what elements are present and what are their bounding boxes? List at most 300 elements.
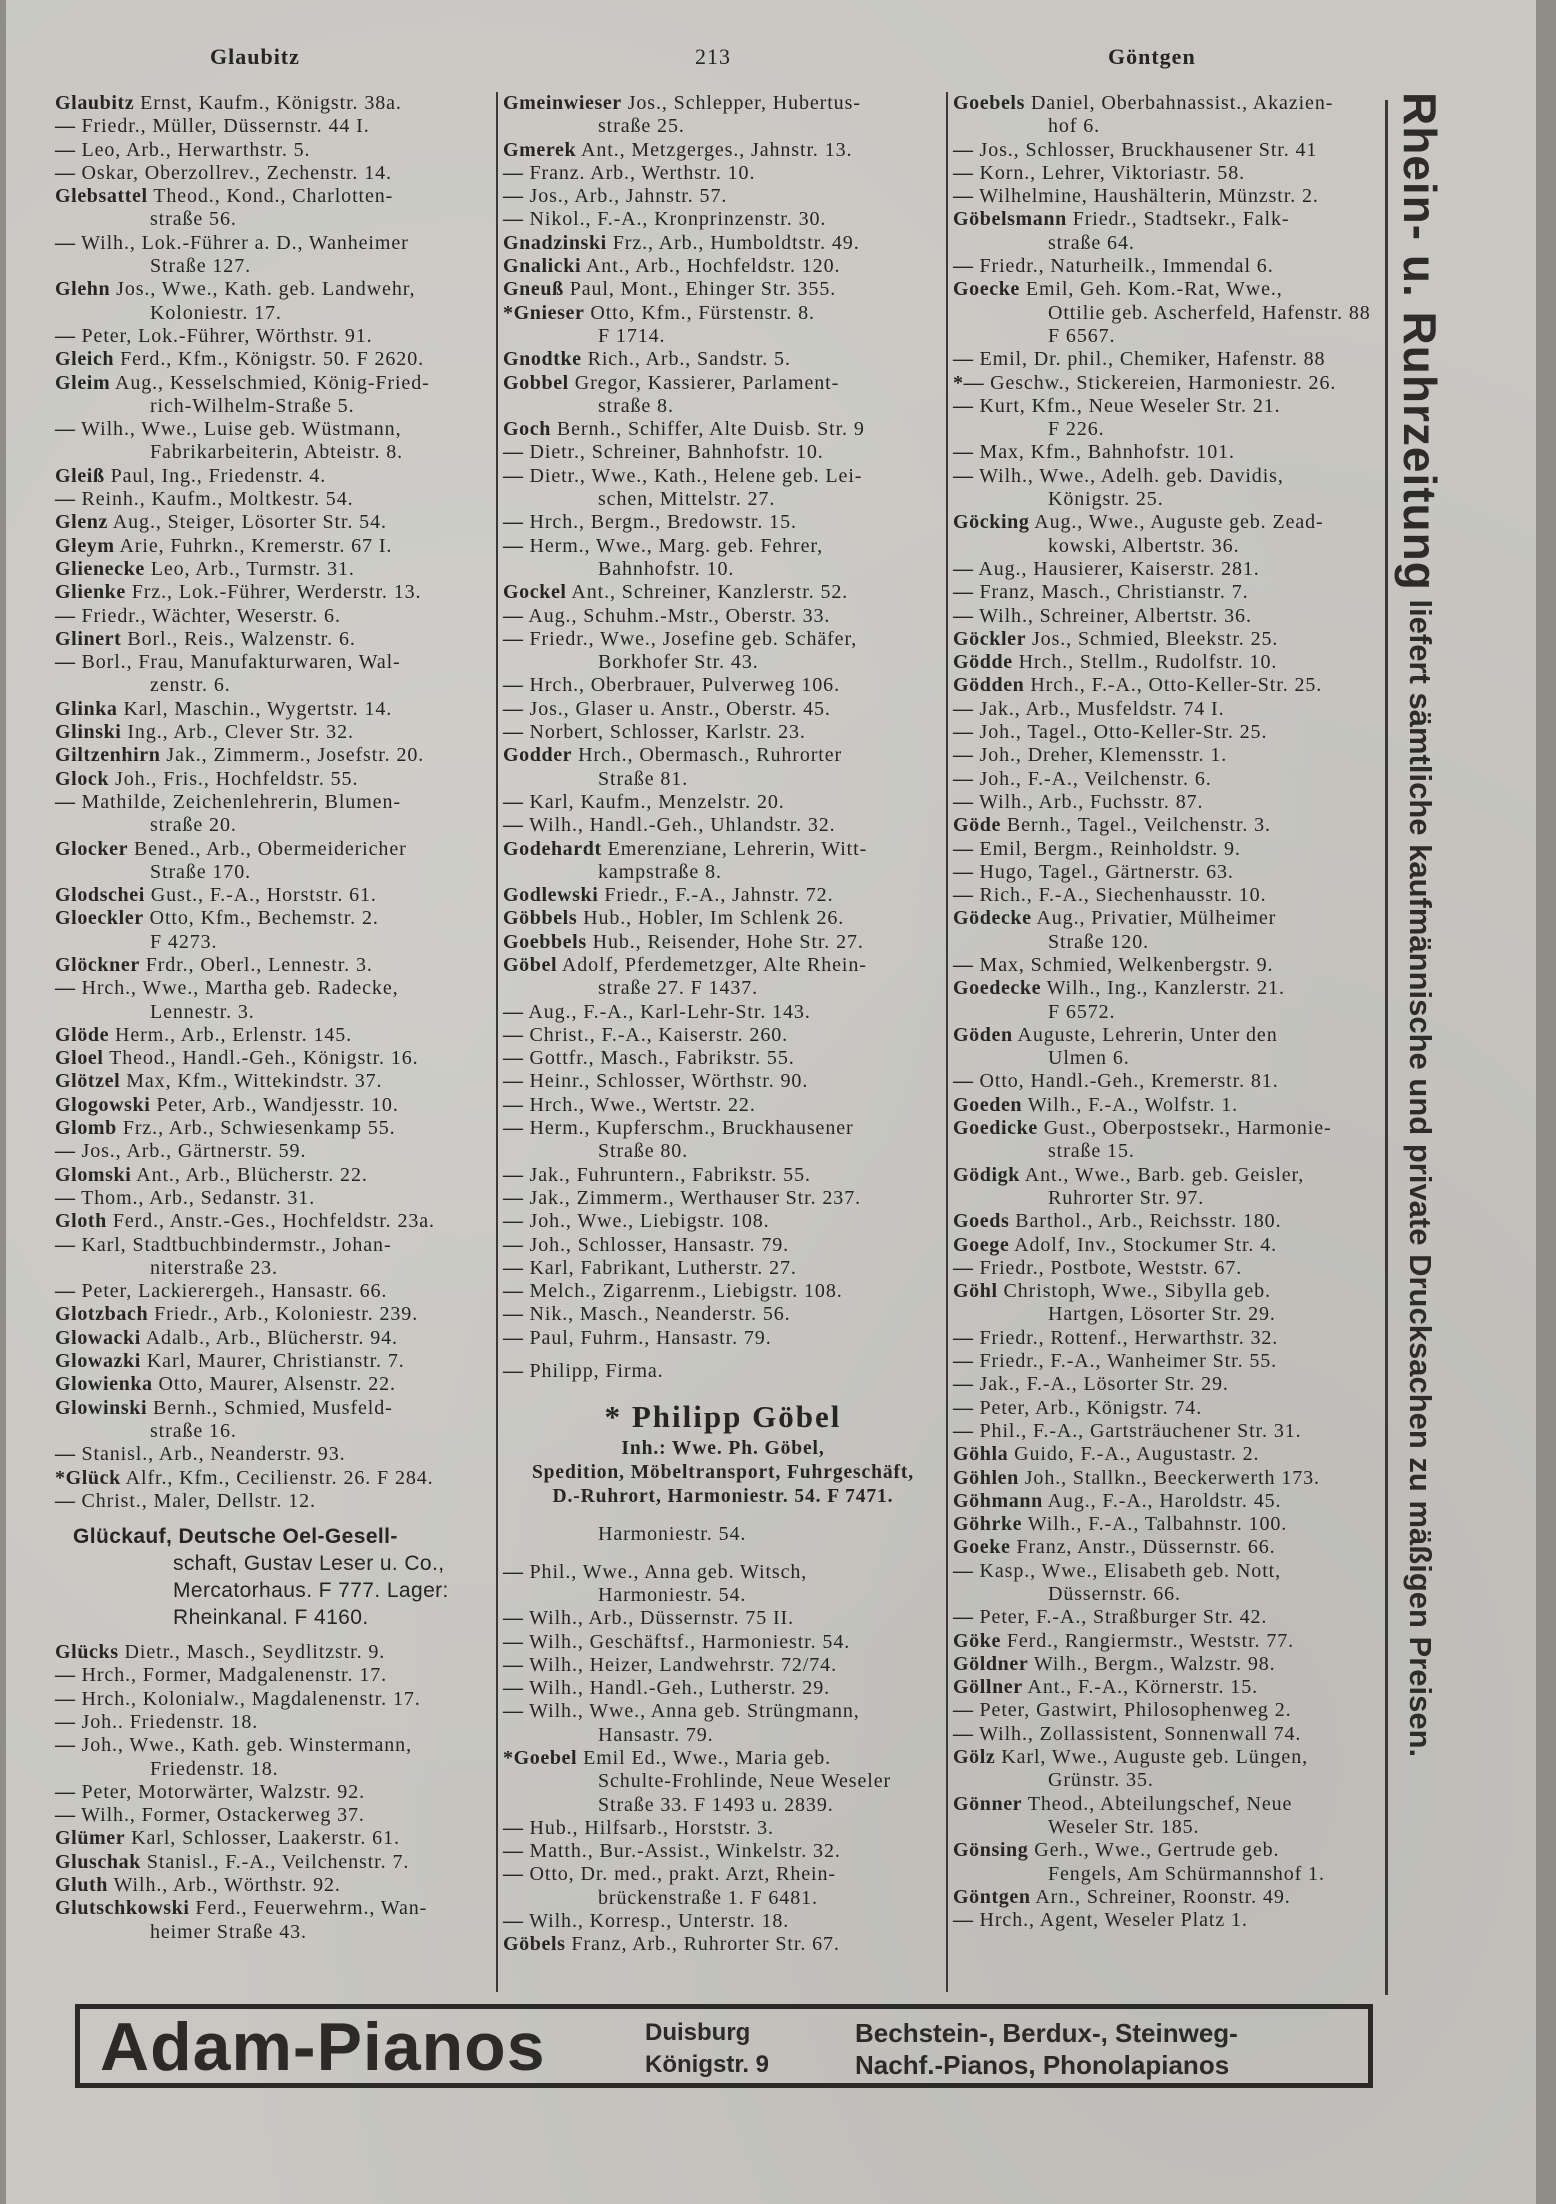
- entry-name: Glöde: [55, 1023, 110, 1046]
- entry-details: Frdr., Oberl., Lennestr. 3.: [145, 953, 373, 976]
- entry-name: Göke: [953, 1629, 1001, 1652]
- entry-details: Leo, Arb., Herwarthstr. 5.: [81, 138, 311, 161]
- directory-entry: [55, 1490, 495, 1513]
- entry-name: Göbelsmann: [953, 208, 1067, 231]
- entry-details: Emil Ed., Wwe., Maria geb.: [583, 1747, 832, 1769]
- directory-entry: [503, 511, 943, 534]
- directory-entry: [503, 1933, 943, 1956]
- entry-details: Matth., Bur.-Assist., Winkelstr. 32.: [529, 1840, 841, 1863]
- directory-entry: [503, 1187, 943, 1210]
- directory-entry: [953, 92, 1383, 115]
- directory-entry: [503, 162, 943, 185]
- directory-entry: [953, 1839, 1383, 1862]
- directory-entry: [953, 1350, 1383, 1373]
- directory-entry: [55, 558, 495, 581]
- spacer: [503, 1350, 943, 1360]
- directory-entry: [953, 1560, 1383, 1583]
- directory-entry: [953, 768, 1383, 791]
- entry-name: —: [953, 860, 974, 883]
- directory-entry: [503, 232, 943, 255]
- entry-name: —: [953, 697, 974, 720]
- directory-entry: [55, 348, 495, 371]
- entry-name: —: [953, 1699, 974, 1722]
- entry-details: Wilh., Arb., Düssernstr. 75 II.: [529, 1607, 795, 1630]
- side-ad-rule: [1385, 100, 1388, 1995]
- directory-entry: [55, 115, 495, 138]
- directory-entry: [953, 1676, 1383, 1699]
- entry-name: —: [953, 1559, 974, 1582]
- entry-details: Hrch., Agent, Weseler Platz 1.: [979, 1909, 1248, 1932]
- entry-name: —: [503, 1607, 524, 1630]
- column-divider: [946, 92, 948, 1992]
- directory-entry: [55, 1280, 495, 1303]
- directory-entry: [953, 744, 1383, 767]
- entry-continuation: kowski, Albertstr. 36.: [1048, 534, 1240, 557]
- entry-continuation: Straße 81.: [598, 767, 689, 790]
- entry-name: Gödecke: [953, 907, 1032, 930]
- directory-entry: [503, 1280, 943, 1303]
- entry-name: Goeke: [953, 1536, 1011, 1559]
- directory-entry: [55, 1851, 495, 1874]
- entry-name: —: [503, 1910, 524, 1933]
- directory-entry: [55, 488, 495, 511]
- entry-name: Glümer: [55, 1827, 126, 1850]
- directory-entry: [55, 1303, 495, 1326]
- directory-entry: [55, 1187, 495, 1210]
- entry-name: —: [503, 1816, 524, 1839]
- entry-name: Göldner: [953, 1652, 1029, 1675]
- directory-entry: [953, 395, 1383, 418]
- entry-name: —: [55, 604, 76, 627]
- directory-entry: [503, 185, 943, 208]
- directory-entry: [55, 977, 495, 1000]
- side-advertisement: [1393, 92, 1447, 2002]
- entry-continuation: zenstr. 6.: [150, 674, 231, 697]
- firm-ad-title: * Philipp Göbel: [604, 1399, 842, 1435]
- entry-details: Ant., Arb., Hochfeldstr. 120.: [585, 255, 841, 278]
- entry-details: Herm., Kupferschm., Bruckhausener: [529, 1117, 854, 1140]
- entry-details: Ant., F.-A., Körnerstr. 15.: [1027, 1676, 1259, 1699]
- entry-name: Goeden: [953, 1093, 1023, 1116]
- entry-details: Aug., Hausierer, Kaiserstr. 281.: [978, 557, 1260, 580]
- directory-entry: [953, 651, 1383, 674]
- directory-entry: [55, 1897, 495, 1920]
- entry-details: Joh., Fris., Hochfeldstr. 55.: [115, 767, 359, 790]
- entry-details: Friedr., Wächter, Weserstr. 6.: [81, 604, 341, 627]
- entry-name: Glowacki: [55, 1326, 141, 1349]
- entry-details: Arn., Schreiner, Roonstr. 49.: [1035, 1885, 1291, 1908]
- entry-details: Hrch., Former, Madgalenenstr. 17.: [81, 1664, 388, 1687]
- directory-entry: [953, 1280, 1383, 1303]
- entry-details: Jos., Arb., Jahnstr. 57.: [529, 185, 728, 208]
- entry-details: Aug., Wwe., Auguste geb. Zead-: [1034, 511, 1324, 534]
- entry-name: —: [953, 441, 974, 464]
- entry-name: Gödden: [953, 674, 1025, 697]
- firm-ad-line: Spedition, Möbeltransport, Fuhrgeschäft,: [531, 1462, 915, 1484]
- directory-entry: [55, 628, 495, 651]
- entry-name: —: [503, 1256, 524, 1279]
- entry-details: Peter, F.-A., Straßburger Str. 42.: [979, 1606, 1268, 1629]
- entry-continuation: Königstr. 25.: [1048, 488, 1164, 511]
- directory-entry: [953, 511, 1383, 534]
- entry-details: Wilh., Arb., Wörthstr. 92.: [113, 1874, 341, 1897]
- directory-entry: [953, 1723, 1383, 1746]
- entry-name: —: [953, 767, 974, 790]
- running-head-right: Göntgen: [1108, 44, 1196, 69]
- entry-details: Ferd., Kfm., Königstr. 50. F 2620.: [120, 348, 425, 371]
- entry-name: *—: [953, 371, 985, 394]
- entry-details: Jak., Arb., Musfeldstr. 74 I.: [979, 697, 1225, 720]
- entry-name: Glocker: [55, 837, 129, 860]
- entry-name: —: [503, 1863, 524, 1886]
- entry-details: Wilh., Wwe., Luise geb. Wüstmann,: [81, 418, 402, 441]
- entry-name: —: [55, 418, 76, 441]
- directory-entry: [55, 907, 495, 930]
- entry-name: —: [953, 464, 974, 487]
- entry-name: Göllner: [953, 1676, 1023, 1699]
- directory-entry: [503, 465, 943, 488]
- column-divider: [496, 92, 498, 1992]
- directory-entry: [953, 977, 1383, 1000]
- entry-details: Hub., Hobler, Im Schlenk 26.: [583, 907, 845, 930]
- directory-entry: [55, 954, 495, 977]
- directory-entry: [503, 441, 943, 464]
- entry-details: Gerh., Wwe., Gertrude geb.: [1034, 1839, 1280, 1862]
- entry-details: Stanisl., Arb., Neanderstr. 93.: [81, 1443, 346, 1466]
- entry-details: Otto, Maurer, Alsenstr. 22.: [158, 1373, 396, 1396]
- entry-name: Gleiß: [55, 464, 105, 487]
- entry-details: Auguste, Lehrerin, Unter den: [1017, 1023, 1278, 1046]
- directory-entry: [55, 1711, 495, 1734]
- directory-entry: [55, 651, 495, 674]
- entry-name: —: [503, 1677, 524, 1700]
- entry-details: Philipp, Firma.: [529, 1360, 664, 1383]
- entry-continuation: straße 64.: [1048, 231, 1135, 254]
- directory-entry: [503, 1700, 943, 1723]
- directory-entry: [55, 511, 495, 534]
- directory-entry: [953, 1630, 1383, 1653]
- entry-details: Wilh., Lok.-Führer a. D., Wanheimer: [81, 231, 409, 254]
- directory-entry: [503, 1024, 943, 1047]
- directory-entry: [953, 1606, 1383, 1629]
- directory-entry: [55, 605, 495, 628]
- entry-details: Joh., Tagel., Otto-Keller-Str. 25.: [979, 721, 1268, 744]
- entry-details: Wilh., Schreiner, Albertstr. 36.: [979, 604, 1252, 627]
- entry-details: Theod., Handl.-Geh., Königstr. 16.: [109, 1047, 419, 1070]
- entry-details: Friedr., F.-A., Jahnstr. 72.: [604, 884, 834, 907]
- entry-name: Glinski: [55, 721, 122, 744]
- entry-details: Ferd., Feuerwehrm., Wan-: [195, 1897, 428, 1920]
- directory-entry: [953, 884, 1383, 907]
- entry-details: Karl, Kaufm., Menzelstr. 20.: [529, 790, 785, 813]
- entry-details: Christ., F.-A., Kaiserstr. 260.: [529, 1023, 789, 1046]
- entry-name: Göbbels: [503, 907, 578, 930]
- entry-details: Hugo, Tagel., Gärtnerstr. 63.: [979, 860, 1234, 883]
- entry-details: Phil., Wwe., Anna geb. Witsch,: [529, 1560, 808, 1583]
- entry-name: —: [503, 1560, 524, 1583]
- entry-details: Ferd., Anstr.-Ges., Hochfeldstr. 23a.: [112, 1210, 435, 1233]
- entry-name: Göhrke: [953, 1513, 1023, 1536]
- entry-name: —: [55, 1280, 76, 1303]
- entry-name: —: [55, 1664, 76, 1687]
- entry-details: Hrch., Oberbrauer, Pulverweg 106.: [529, 674, 840, 697]
- entry-details: Joh., Wwe., Kath. geb. Winstermann,: [81, 1734, 412, 1757]
- entry-details: Karl, Maschin., Wygertstr. 14.: [123, 697, 393, 720]
- entry-details: Adolf, Pferdemetzger, Alte Rhein-: [561, 953, 867, 976]
- entry-name: Giltzenhirn: [55, 744, 161, 767]
- entry-details: Peter, Motorwärter, Walzstr. 92.: [81, 1780, 366, 1803]
- entry-details: Hrch., Wwe., Wertstr. 22.: [529, 1093, 756, 1116]
- entry-continuation: F 4273.: [150, 930, 218, 953]
- directory-entry: [503, 535, 943, 558]
- entry-name: —: [55, 1780, 76, 1803]
- directory-entry: [953, 954, 1383, 977]
- entry-details: Hrch., F.-A., Otto-Keller-Str. 25.: [1030, 674, 1323, 697]
- entry-name: Goege: [953, 1233, 1010, 1256]
- entry-details: Joh., Stallkn., Beeckerwerth 173.: [1024, 1466, 1320, 1489]
- column-1: [55, 92, 495, 1944]
- entry-continuation: Straße 127.: [150, 255, 251, 278]
- entry-details: Frz., Lok.-Führer, Werderstr. 13.: [131, 581, 422, 604]
- entry-details: Wilh., Wwe., Adelh. geb. Davidis,: [979, 464, 1284, 487]
- entry-name: Glomb: [55, 1117, 117, 1140]
- entry-continuation: Straße 120.: [1048, 930, 1149, 953]
- entry-continuation: Ottilie geb. Ascherfeld, Hafenstr. 88: [1048, 301, 1371, 324]
- directory-entry: [55, 721, 495, 744]
- directory-entry: [503, 1257, 943, 1280]
- directory-entry: [953, 721, 1383, 744]
- directory-entry: [953, 441, 1383, 464]
- directory-entry: [55, 884, 495, 907]
- entry-continuation: straße 15.: [1048, 1140, 1135, 1163]
- directory-entry: [953, 791, 1383, 814]
- entry-name: —: [503, 1840, 524, 1863]
- entry-details: Jak., Zimmerm., Josefstr. 20.: [166, 744, 425, 767]
- entry-name: —: [953, 1419, 974, 1442]
- entry-name: —: [55, 115, 76, 138]
- entry-name: —: [503, 697, 524, 720]
- entry-name: —: [503, 1210, 524, 1233]
- entry-details: Ant., Metzgerges., Jahnstr. 13.: [581, 138, 853, 161]
- entry-name: —: [503, 1700, 524, 1723]
- directory-entry: [503, 1817, 943, 1840]
- entry-details: Phil., F.-A., Gartsträuchener Str. 31.: [979, 1419, 1302, 1442]
- entry-details: Friedr., Müller, Düssernstr. 44 I.: [81, 115, 370, 138]
- entry-details: Wilhelmine, Haushälterin, Münzstr. 2.: [979, 185, 1319, 208]
- directory-entry: [55, 162, 495, 185]
- entry-name: —: [55, 1140, 76, 1163]
- entry-continuation: straße 25.: [598, 115, 685, 138]
- directory-entry: [55, 232, 495, 255]
- directory-entry: [503, 1327, 943, 1350]
- entry-continuation: Straße 170.: [150, 860, 251, 883]
- directory-entry: [953, 674, 1383, 697]
- entry-name: —: [503, 161, 524, 184]
- entry-details: Joh., Wwe., Liebigstr. 108.: [529, 1210, 770, 1233]
- directory-entry: [953, 1117, 1383, 1140]
- entry-name: Göhl: [953, 1280, 998, 1303]
- entry-name: Glock: [55, 767, 110, 790]
- directory-entry: [503, 1863, 943, 1886]
- entry-details: Wilh., Zollassistent, Sonnenwall 74.: [979, 1722, 1302, 1745]
- directory-entry: [953, 255, 1383, 278]
- entry-name: Glotzbach: [55, 1303, 149, 1326]
- directory-entry: [503, 1360, 943, 1383]
- entry-continuation: Grünstr. 35.: [1048, 1769, 1154, 1792]
- directory-entry: [953, 1094, 1383, 1117]
- entry-continuation: Ruhrorter Str. 97.: [1048, 1186, 1205, 1209]
- entry-details: Friedr., Arb., Koloniestr. 239.: [154, 1303, 419, 1326]
- entry-details: Adalb., Arb., Blücherstr. 94.: [145, 1326, 398, 1349]
- directory-entry: [953, 838, 1383, 861]
- entry-name: —: [503, 1653, 524, 1676]
- entry-continuation: Straße 33. F 1493 u. 2839.: [598, 1793, 834, 1816]
- directory-entry: [503, 838, 943, 861]
- entry-name: —: [55, 1489, 76, 1512]
- entry-details: Hrch., Bergm., Bredowstr. 15.: [529, 511, 797, 534]
- entry-name: Godder: [503, 744, 573, 767]
- entry-details: Aug., Schuhm.-Mstr., Oberstr. 33.: [528, 604, 831, 627]
- directory-entry: [55, 418, 495, 441]
- entry-name: —: [953, 837, 974, 860]
- directory-entry: [503, 581, 943, 604]
- entry-name: Gödigk: [953, 1163, 1020, 1186]
- entry-name: Gobbel: [503, 371, 569, 394]
- entry-name: —: [953, 255, 974, 278]
- entry-details: Leo, Arb., Turmstr. 31.: [150, 557, 355, 580]
- entry-name: Glehn: [55, 278, 111, 301]
- entry-details: Jos., Schlosser, Bruckhausener Str. 41: [979, 138, 1318, 161]
- entry-details: Gregor, Kassierer, Parlament-: [574, 371, 840, 394]
- entry-name: —: [953, 348, 974, 371]
- directory-entry: [503, 674, 943, 697]
- directory-entry: [953, 1909, 1383, 1932]
- entry-name: Glenz: [55, 511, 108, 534]
- entry-name: Godehardt: [503, 837, 602, 860]
- entry-name: Gluschak: [55, 1850, 141, 1873]
- entry-name: —: [953, 604, 974, 627]
- entry-details: Gottfr., Masch., Fabrikstr. 55.: [529, 1047, 795, 1070]
- entry-name: Göhmann: [953, 1489, 1043, 1512]
- entry-name: —: [55, 1233, 76, 1256]
- entry-name: Goedecke: [953, 977, 1042, 1000]
- company-entry-line: Rheinkanal. F 4160.: [173, 1606, 369, 1630]
- entry-details: Joh., Dreher, Klemensstr. 1.: [979, 744, 1228, 767]
- directory-entry: [953, 1210, 1383, 1233]
- entry-name: Gleym: [55, 534, 115, 557]
- entry-continuation: hof 6.: [1048, 115, 1101, 138]
- entry-name: —: [503, 534, 524, 557]
- directory-entry: [55, 278, 495, 301]
- entry-details: Karl, Wwe., Auguste geb. Lüngen,: [1001, 1746, 1308, 1769]
- entry-name: —: [503, 1280, 524, 1303]
- entry-details: Barthol., Arb., Reichsstr. 180.: [1015, 1210, 1282, 1233]
- directory-entry: [953, 1397, 1383, 1420]
- entry-details: Kasp., Wwe., Elisabeth geb. Nott,: [979, 1559, 1282, 1582]
- directory-entry: [503, 1303, 943, 1326]
- entry-name: Glebsattel: [55, 185, 148, 208]
- entry-name: Göde: [953, 814, 1001, 837]
- entry-name: Göntgen: [953, 1885, 1031, 1908]
- directory-entry: [953, 861, 1383, 884]
- entry-name: Goebels: [953, 92, 1025, 114]
- entry-continuation: Bahnhofstr. 10.: [598, 557, 735, 580]
- entry-name: Gödde: [953, 651, 1013, 674]
- entry-name: —: [503, 1000, 524, 1023]
- entry-continuation: rich-Wilhelm-Straße 5.: [150, 394, 355, 417]
- entry-details: Wilh., Bergm., Walzstr. 98.: [1033, 1652, 1276, 1675]
- address-line: Harmoniestr. 54.: [598, 1523, 747, 1546]
- directory-entry: [503, 605, 943, 628]
- entry-details: Friedr., Wwe., Josefine geb. Schäfer,: [529, 627, 858, 650]
- column-3: [953, 92, 1383, 1932]
- entry-continuation: F 6572.: [1048, 1000, 1116, 1023]
- directory-entry: [55, 581, 495, 604]
- directory-entry: [55, 698, 495, 721]
- directory-entry: [503, 1677, 943, 1700]
- entry-details: Jak., Zimmerm., Werthauser Str. 237.: [529, 1186, 861, 1209]
- entry-details: Thom., Arb., Sedanstr. 31.: [81, 1186, 316, 1209]
- entry-details: Paul, Fuhrm., Hansastr. 79.: [529, 1326, 772, 1349]
- entry-details: Hrch., Kolonialw., Magdalenenstr. 17.: [81, 1687, 421, 1710]
- entry-name: Göhlen: [953, 1466, 1019, 1489]
- entry-name: Goecke: [953, 278, 1020, 301]
- entry-details: Mathilde, Zeichenlehrerin, Blumen-: [81, 790, 401, 813]
- entry-details: Herm., Arb., Erlenstr. 145.: [115, 1023, 353, 1046]
- entry-name: —: [503, 1163, 524, 1186]
- directory-entry: [503, 721, 943, 744]
- entry-name: Glutschkowski: [55, 1897, 190, 1920]
- entry-name: Göhla: [953, 1443, 1009, 1466]
- entry-continuation: Harmoniestr. 54.: [598, 1583, 747, 1606]
- entry-name: —: [503, 627, 524, 650]
- running-head-left: Glaubitz: [210, 44, 300, 69]
- entry-name: —: [55, 1734, 76, 1757]
- entry-continuation: F 226.: [1048, 418, 1105, 441]
- company-entry-line: Mercatorhaus. F 777. Lager:: [173, 1579, 449, 1603]
- entry-details: Ant., Wwe., Barb. geb. Geisler,: [1024, 1163, 1305, 1186]
- entry-details: Bernh., Schiffer, Alte Duisb. Str. 9: [556, 418, 865, 441]
- entry-continuation: Koloniestr. 17.: [150, 301, 282, 324]
- entry-details: Wilh., Handl.-Geh., Uhlandstr. 32.: [529, 814, 836, 837]
- entry-continuation: straße 56.: [150, 208, 237, 231]
- entry-name: Gloel: [55, 1047, 104, 1070]
- entry-details: Guido, F.-A., Augustastr. 2.: [1014, 1443, 1260, 1466]
- directory-entry: [503, 628, 943, 651]
- entry-continuation: niterstraße 23.: [150, 1256, 278, 1279]
- directory-entry: [953, 1536, 1383, 1559]
- entry-details: Heinr., Schlosser, Wörthstr. 90.: [529, 1070, 809, 1093]
- entry-name: Gluth: [55, 1874, 109, 1897]
- entry-details: Dietr., Wwe., Kath., Helene geb. Lei-: [529, 464, 863, 487]
- entry-details: Peter, Gastwirt, Philosophenweg 2.: [979, 1699, 1292, 1722]
- entry-details: Jos., Schmied, Bleekstr. 25.: [1031, 627, 1279, 650]
- entry-name: Göckler: [953, 627, 1027, 650]
- entry-name: —: [953, 1396, 974, 1419]
- entry-name: Glinert: [55, 627, 122, 650]
- entry-continuation: straße 8.: [598, 394, 674, 417]
- entry-continuation: Fengels, Am Schürmannshof 1.: [1048, 1862, 1325, 1885]
- company-entry-line: Glückauf, Deutsche Oel-Gesell-: [73, 1525, 398, 1549]
- directory-entry: [503, 931, 943, 954]
- directory-entry: [55, 1688, 495, 1711]
- entry-details: Franz. Arb., Werthstr. 10.: [529, 161, 756, 184]
- entry-details: Frz., Arb., Schwiesenkamp 55.: [122, 1117, 396, 1140]
- directory-entry: [503, 1631, 943, 1654]
- entry-continuation: heimer Straße 43.: [150, 1920, 307, 1943]
- directory-entry: [953, 1070, 1383, 1093]
- entry-name: —: [55, 324, 76, 347]
